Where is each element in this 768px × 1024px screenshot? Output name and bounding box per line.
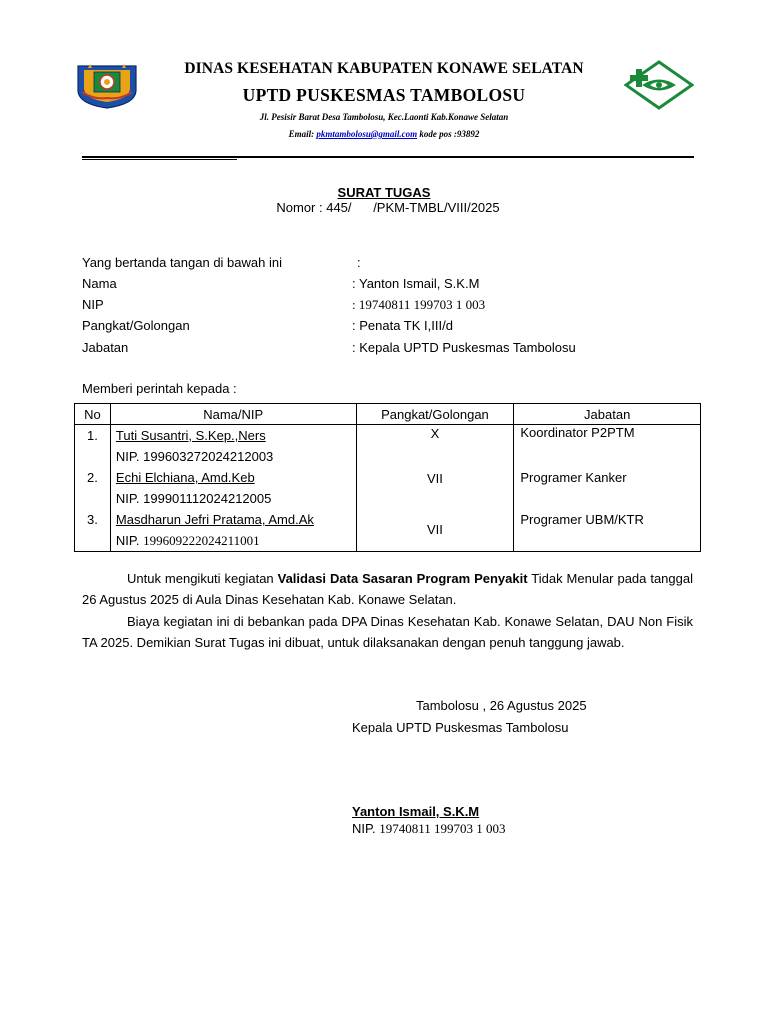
signature-nip-value: 19740811 199703 1 003	[379, 821, 506, 836]
signature-place-date: Tambolosu , 26 Agustus 2025	[416, 698, 587, 713]
row-number: 2.	[87, 470, 98, 485]
assignee-position: Programer UBM/KTR	[520, 512, 644, 527]
assignee-nip: 199609222024211001	[143, 533, 260, 548]
assignee-nip-line	[116, 530, 356, 551]
field-value-jabatan: : Kepala UPTD Puskesmas Tambolosu	[352, 340, 576, 355]
body-paragraph-2: Biaya kegiatan ini di bebankan pada DPA Dinas Kesehatan Kab. Konawe Selatan, DAU Non Fisik TA 2025. Demikian Surat Tugas ini dibuat, untuk dilaksanakan dengan penuh tanggung jawab.	[82, 614, 693, 651]
table-cell-jabatan	[514, 425, 701, 552]
field-value-nama: : Yanton Ismail, S.K.M	[352, 276, 480, 291]
golongan-value: VII	[426, 522, 443, 537]
email-label: Email:	[288, 129, 315, 139]
field-value-pangkat: : Penata TK I,III/d	[352, 318, 453, 333]
table-cell-names	[110, 425, 356, 552]
table-header-name: Nama/NIP	[110, 404, 356, 425]
table-cell-no	[75, 425, 111, 552]
activity-name: Validasi Data Sasaran Program Penyakit	[277, 571, 528, 586]
table-header-jabatan: Jabatan	[514, 404, 701, 425]
table-header-row	[75, 404, 701, 425]
signature-nip	[352, 821, 506, 837]
assignee-name: Tuti Susantri, S.Kep.,Ners	[115, 428, 266, 443]
header-contact	[0, 129, 768, 139]
table-header-golongan: Pangkat/Golongan	[356, 404, 514, 425]
golongan-value: VII	[426, 471, 443, 486]
header-divider	[82, 156, 694, 158]
header-agency: DINAS KESEHATAN KABUPATEN KONAWE SELATAN	[184, 60, 584, 77]
signer-intro-colon: :	[357, 255, 361, 270]
assignee-nip: NIP. 199901112024212005	[115, 491, 272, 506]
assignee-table	[74, 403, 701, 552]
paragraph-text: Tidak Menular pada tanggal 26 Agustus 2025 di Aula Dinas Kesehatan Kab. Konawe Selatan.	[82, 571, 693, 608]
field-label-pangkat: Pangkat/Golongan	[82, 318, 190, 333]
table-header-no: No	[75, 404, 111, 425]
assignee-nip: NIP. 199603272024212003	[115, 449, 274, 464]
assignee-name: Echi Elchiana, Amd.Keb	[115, 470, 255, 485]
header-divider-thin	[82, 159, 237, 160]
field-label-jabatan: Jabatan	[82, 340, 129, 355]
table-cell-golongan	[356, 425, 514, 552]
field-label-nip: NIP	[82, 297, 104, 312]
postcode: kode pos :93892	[419, 129, 480, 139]
assignee-name: Masdharun Jefri Pratama, Amd.Ak	[115, 512, 314, 527]
header-unit: UPTD PUSKESMAS TAMBOLOSU	[242, 85, 526, 105]
assignee-position: Programer Kanker	[520, 470, 627, 485]
signer-intro: Yang bertanda tangan di bawah ini	[82, 255, 282, 270]
paragraph-text: Untuk mengikuti kegiatan	[127, 571, 278, 586]
golongan-value: X	[430, 426, 440, 441]
row-number: 1.	[87, 428, 98, 443]
header-address: Jl. Pesisir Barat Desa Tambolosu, Kec.Laonti Kab.Konawe Selatan	[259, 112, 509, 122]
document-title: SURAT TUGAS	[337, 185, 431, 200]
signature-name: Yanton Ismail, S.K.M	[352, 804, 480, 819]
field-value-nip: : 19740811 199703 1 003	[352, 297, 486, 312]
row-number: 3.	[87, 512, 98, 527]
signature-nip-label: NIP.	[352, 821, 376, 836]
document-number: Nomor : 445/ /PKM-TMBL/VIII/2025	[276, 200, 500, 215]
nip-prefix: NIP.	[115, 533, 140, 548]
table-body-row	[75, 425, 701, 552]
order-intro: Memberi perintah kepada :	[82, 381, 237, 396]
email-link[interactable]: pkmtambolosu@gmail.com	[316, 129, 418, 139]
field-label-nama: Nama	[82, 276, 117, 291]
body-paragraph-1	[82, 568, 693, 611]
assignee-position: Koordinator P2PTM	[520, 425, 635, 440]
signature-position: Kepala UPTD Puskesmas Tambolosu	[352, 720, 569, 735]
